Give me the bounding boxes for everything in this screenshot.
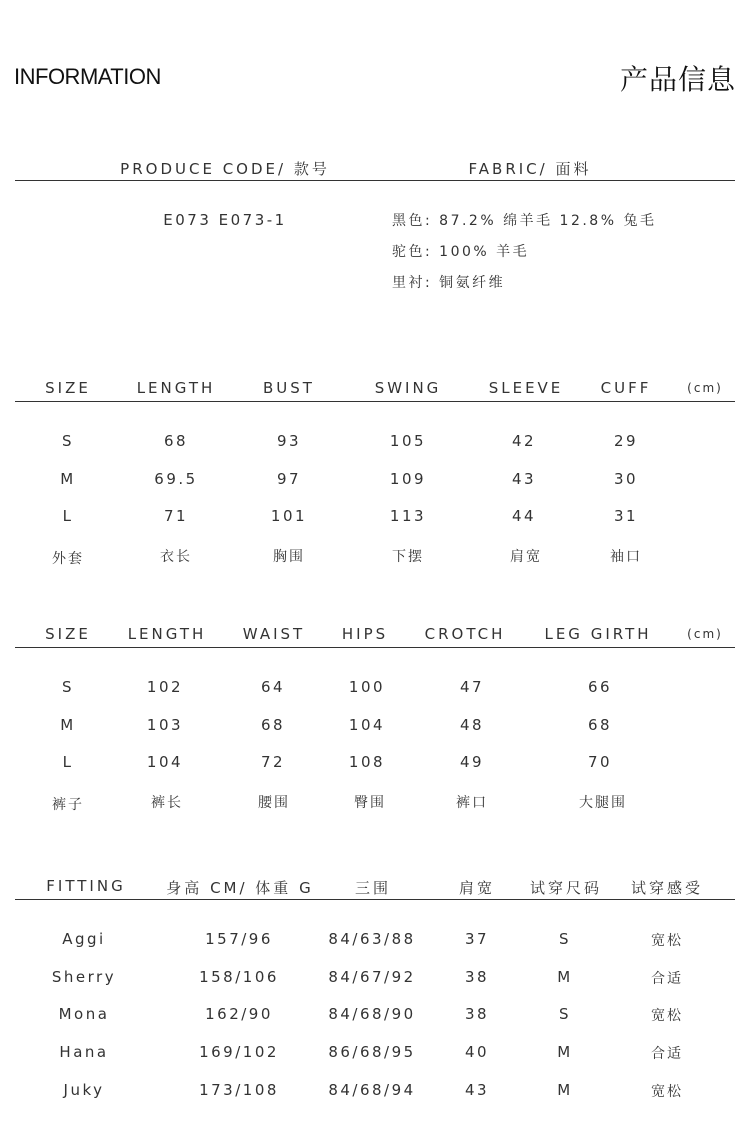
fitting-cell: 84/63/88 bbox=[328, 930, 416, 948]
pants-unit: (cm) bbox=[687, 627, 723, 641]
pants-cn-label: 大腿围 bbox=[579, 795, 627, 811]
pants-cn-label: 腰围 bbox=[258, 795, 290, 811]
fitting-header-feel: 试穿感受 bbox=[630, 879, 704, 897]
fitting-cell: M bbox=[557, 1043, 573, 1061]
info-divider bbox=[15, 180, 735, 181]
fitting-cell: 84/67/92 bbox=[328, 968, 416, 986]
coat-header-cuff: CUFF bbox=[600, 379, 652, 397]
pants-cell: 66 bbox=[587, 678, 613, 696]
pants-header-waist: WAIST bbox=[242, 625, 306, 643]
fitting-cell: 宽松 bbox=[651, 1084, 683, 1100]
fitting-header-shoulder: 肩宽 bbox=[458, 879, 496, 897]
coat-cell: 93 bbox=[276, 432, 302, 450]
coat-cell: 97 bbox=[276, 470, 302, 488]
fitting-divider bbox=[15, 899, 735, 900]
pants-cell: 49 bbox=[459, 753, 485, 771]
page-title-en: INFORMATION bbox=[14, 64, 161, 89]
coat-cn-label: 胸围 bbox=[273, 549, 305, 565]
fitting-cell: 173/108 bbox=[199, 1081, 279, 1099]
coat-cell: 43 bbox=[511, 470, 537, 488]
fitting-cell: Hana bbox=[59, 1043, 109, 1061]
fitting-cell: M bbox=[557, 968, 573, 986]
coat-cn-label: 下摆 bbox=[392, 549, 424, 565]
coat-cell: 105 bbox=[389, 432, 427, 450]
pants-cell: 70 bbox=[587, 753, 613, 771]
fitting-header-name: FITTING bbox=[46, 877, 126, 895]
coat-cell: 31 bbox=[613, 507, 639, 525]
coat-cell: M bbox=[60, 470, 76, 488]
pants-cn-label: 臀围 bbox=[354, 795, 386, 811]
produce-code-label: PRODUCE CODE/ 款号 bbox=[120, 160, 330, 178]
fitting-cell: 157/96 bbox=[205, 930, 273, 948]
fitting-cell: 37 bbox=[464, 930, 490, 948]
coat-cell: 113 bbox=[389, 507, 427, 525]
fitting-cell: 宽松 bbox=[651, 1008, 683, 1024]
fitting-cell: S bbox=[558, 1005, 572, 1023]
fitting-cell: 84/68/90 bbox=[328, 1005, 416, 1023]
pants-cn-label: 裤口 bbox=[456, 795, 488, 811]
pants-cell: 68 bbox=[587, 716, 613, 734]
fitting-cell: 宽松 bbox=[651, 933, 683, 949]
fitting-cell: M bbox=[557, 1081, 573, 1099]
produce-code-value: E073 E073-1 bbox=[163, 211, 287, 229]
pants-header-size: SIZE bbox=[45, 625, 91, 643]
pants-cell: 64 bbox=[260, 678, 286, 696]
coat-cell: 69.5 bbox=[154, 470, 198, 488]
coat-cell: L bbox=[62, 507, 74, 525]
pants-header-length: LENGTH bbox=[127, 625, 207, 643]
pants-header-leg-girth: LEG GIRTH bbox=[544, 625, 652, 643]
fitting-cell: 43 bbox=[464, 1081, 490, 1099]
coat-cn-label: 袖口 bbox=[610, 549, 642, 565]
pants-cell: 68 bbox=[260, 716, 286, 734]
pants-cell: 72 bbox=[260, 753, 286, 771]
fitting-cell: 158/106 bbox=[199, 968, 279, 986]
fitting-cell: 合适 bbox=[651, 1046, 683, 1062]
coat-header-length: LENGTH bbox=[136, 379, 216, 397]
coat-cell: 44 bbox=[511, 507, 537, 525]
pants-cell: 104 bbox=[348, 716, 386, 734]
pants-cell: 102 bbox=[146, 678, 184, 696]
pants-cell: S bbox=[61, 678, 75, 696]
fitting-cell: Mona bbox=[58, 1005, 110, 1023]
fitting-cell: 合适 bbox=[651, 971, 683, 987]
fitting-header-height-weight: 身高 CM/ 体重 G bbox=[166, 879, 314, 897]
pants-header-crotch: CROTCH bbox=[424, 625, 506, 643]
fitting-cell: Sherry bbox=[51, 968, 117, 986]
coat-header-sleeve: SLEEVE bbox=[488, 379, 564, 397]
fitting-cell: 38 bbox=[464, 1005, 490, 1023]
pants-cn-label: 裤子 bbox=[52, 797, 84, 813]
fitting-header-size: 试穿尺码 bbox=[529, 879, 603, 897]
fitting-cell: S bbox=[558, 930, 572, 948]
fabric-line-lining: 里衬: 铜氨纤维 bbox=[392, 275, 506, 291]
pants-cell: 48 bbox=[459, 716, 485, 734]
fitting-cell: Juky bbox=[63, 1081, 105, 1099]
fitting-cell: Aggi bbox=[62, 930, 106, 948]
coat-cell: 68 bbox=[163, 432, 189, 450]
coat-cell: 42 bbox=[511, 432, 537, 450]
coat-unit: (cm) bbox=[687, 381, 723, 395]
fitting-cell: 86/68/95 bbox=[328, 1043, 416, 1061]
pants-cell: 103 bbox=[146, 716, 184, 734]
coat-header-size: SIZE bbox=[45, 379, 91, 397]
coat-cn-label: 衣长 bbox=[160, 549, 192, 565]
coat-cell: 101 bbox=[270, 507, 308, 525]
fabric-label: FABRIC/ 面料 bbox=[468, 160, 592, 178]
pants-cell: 47 bbox=[459, 678, 485, 696]
pants-cell: 108 bbox=[348, 753, 386, 771]
fitting-cell: 38 bbox=[464, 968, 490, 986]
fabric-line-black: 黑色: 87.2% 绵羊毛 12.8% 兔毛 bbox=[392, 213, 657, 229]
fitting-cell: 169/102 bbox=[199, 1043, 279, 1061]
pants-cell: M bbox=[60, 716, 76, 734]
coat-cn-label: 肩宽 bbox=[510, 549, 542, 565]
coat-cell: 109 bbox=[389, 470, 427, 488]
pants-cn-label: 裤长 bbox=[151, 795, 183, 811]
coat-cn-label: 外套 bbox=[52, 551, 84, 567]
pants-divider bbox=[15, 647, 735, 648]
fitting-cell: 84/68/94 bbox=[328, 1081, 416, 1099]
pants-cell: L bbox=[62, 753, 74, 771]
fitting-header-measurements: 三围 bbox=[354, 879, 392, 897]
pants-header-hips: HIPS bbox=[341, 625, 389, 643]
pants-cell: 100 bbox=[348, 678, 386, 696]
coat-cell: 30 bbox=[613, 470, 639, 488]
page-title-cn: 产品信息 bbox=[619, 63, 736, 96]
coat-divider bbox=[15, 401, 735, 402]
pants-cell: 104 bbox=[146, 753, 184, 771]
fabric-line-camel: 驼色: 100% 羊毛 bbox=[392, 244, 530, 260]
coat-header-swing: SWING bbox=[374, 379, 442, 397]
coat-cell: 29 bbox=[613, 432, 639, 450]
coat-cell: 71 bbox=[163, 507, 189, 525]
fitting-cell: 162/90 bbox=[205, 1005, 273, 1023]
coat-header-bust: BUST bbox=[263, 379, 315, 397]
coat-cell: S bbox=[61, 432, 75, 450]
fitting-cell: 40 bbox=[464, 1043, 490, 1061]
